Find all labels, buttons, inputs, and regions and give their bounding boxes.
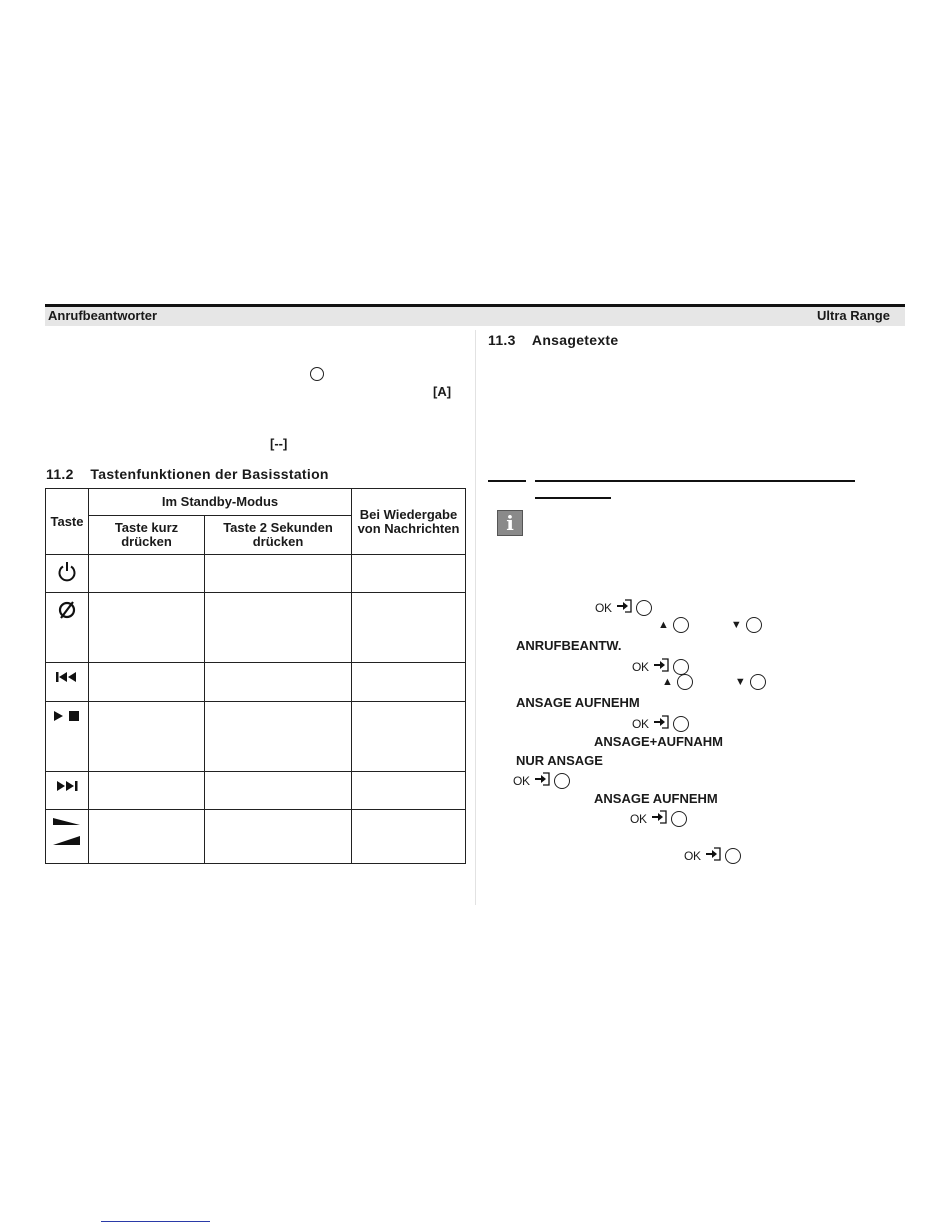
up-arrow-icon: ▲ — [658, 619, 669, 631]
th-standby: Im Standby-Modus — [89, 489, 352, 516]
ok-button-group — [684, 846, 741, 865]
enter-arrow-icon — [616, 598, 632, 617]
skip-back-icon — [55, 672, 79, 689]
footer-link-underline[interactable] — [101, 1221, 210, 1222]
th-2sek: Taste 2 Sekunden drücken — [205, 516, 352, 555]
menu-nur-ansage: NUR ANSAGE — [516, 753, 603, 768]
ok-button-group — [630, 809, 687, 828]
key-circle-icon — [673, 716, 689, 732]
nav-arrow-group — [662, 674, 766, 690]
ok-button-group — [513, 771, 570, 790]
note-rule-second — [535, 497, 611, 499]
key-cell — [46, 663, 89, 702]
menu-anrufbeantw: ANRUFBEANTW. — [516, 638, 622, 653]
ok-label: OK — [684, 848, 701, 863]
ok-label: OK — [595, 600, 612, 615]
down-arrow-icon: ▼ — [734, 676, 746, 688]
column-divider — [475, 330, 476, 905]
section-title-11-2: 11.2 Tastenfunktionen der Basisstation — [46, 466, 329, 482]
enter-arrow-icon — [705, 846, 721, 865]
ok-label: OK — [513, 773, 530, 788]
power-icon — [57, 570, 77, 587]
note-rule-long — [535, 480, 855, 482]
key-circle-icon — [310, 367, 324, 381]
th-wiedergabe: Bei Wiedergabe von Nachrichten — [352, 489, 466, 555]
key-circle-icon — [746, 617, 762, 633]
header-right-title: Ultra Range — [817, 308, 890, 323]
key-cell — [46, 593, 89, 663]
key-circle-icon — [636, 600, 652, 616]
note-rule-short — [488, 480, 526, 482]
info-icon: i — [497, 510, 523, 536]
ok-label: OK — [632, 716, 649, 731]
table-row — [46, 702, 466, 772]
key-cell — [46, 555, 89, 593]
enter-arrow-icon — [534, 771, 550, 790]
key-circle-icon — [677, 674, 693, 690]
nav-arrow-group — [658, 617, 762, 633]
enter-arrow-icon — [653, 714, 669, 733]
menu-ansage-aufnehm: ANSAGE AUFNEHM — [516, 695, 640, 710]
menu-ansage-plus-aufnahm: ANSAGE+AUFNAHM — [594, 734, 723, 749]
marker-a: [A] — [433, 384, 452, 399]
key-circle-icon — [671, 811, 687, 827]
ok-button-group — [595, 598, 652, 617]
key-cell — [46, 702, 89, 772]
volume-icon — [52, 835, 82, 852]
marker-dash: [--] — [270, 436, 288, 451]
table-row — [46, 555, 466, 593]
th-taste: Taste — [46, 489, 89, 555]
table-row — [46, 593, 466, 663]
section-title-11-3: 11.3 Ansagetexte — [488, 332, 619, 348]
skip-forward-icon — [55, 781, 79, 798]
down-arrow-icon: ▼ — [730, 619, 742, 631]
key-circle-icon — [673, 659, 689, 675]
menu-ansage-aufnehm-2: ANSAGE AUFNEHM — [594, 791, 718, 806]
delete-icon — [57, 608, 77, 625]
ok-button-group — [632, 714, 689, 733]
header-bar — [45, 307, 905, 326]
ok-label: OK — [632, 659, 649, 674]
ok-label: OK — [630, 811, 647, 826]
key-circle-icon — [725, 848, 741, 864]
table-row — [46, 663, 466, 702]
th-kurz: Taste kurz drücken — [89, 516, 205, 555]
play-stop-icon — [52, 711, 82, 728]
key-cell — [46, 772, 89, 810]
table-row — [46, 810, 466, 864]
key-circle-icon — [750, 674, 766, 690]
key-circle-icon — [673, 617, 689, 633]
key-function-table — [45, 488, 466, 864]
up-arrow-icon: ▲ — [662, 676, 673, 688]
header-left-title: Anrufbeantworter — [48, 308, 158, 323]
key-cell — [46, 810, 89, 864]
key-circle-icon — [554, 773, 570, 789]
table-row — [46, 772, 466, 810]
enter-arrow-icon — [651, 809, 667, 828]
